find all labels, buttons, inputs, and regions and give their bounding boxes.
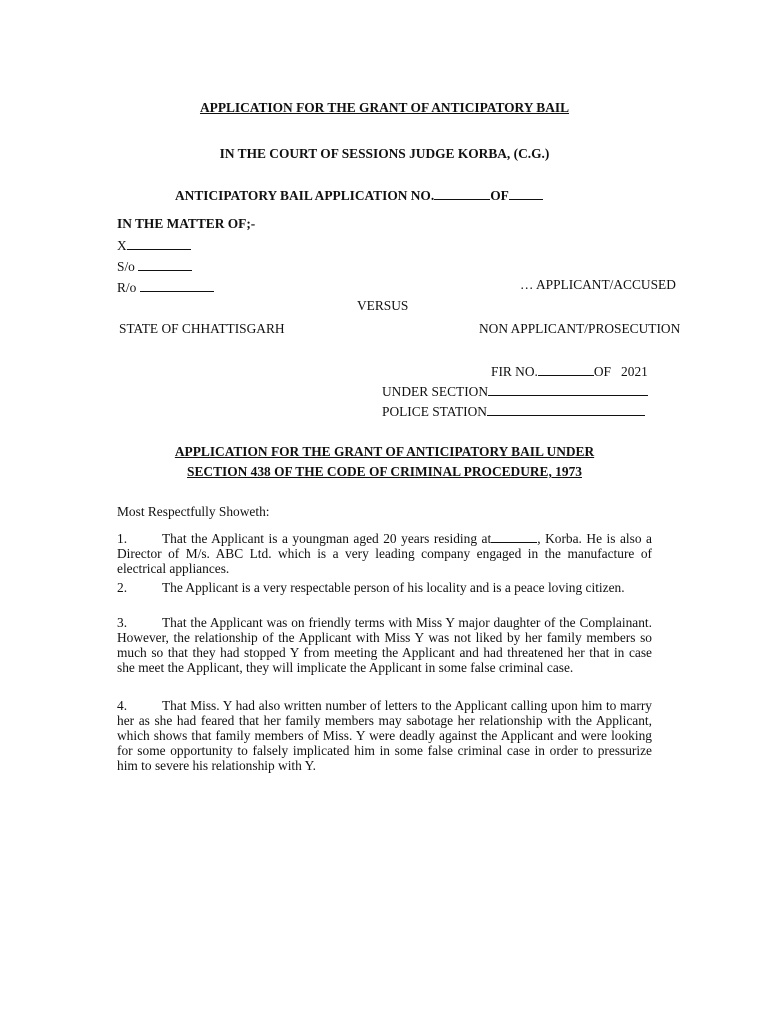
paragraph-text: The Applicant is a very respectable person of his locality and is a peace loving citizen. (162, 580, 625, 595)
paragraph-number: 3. (117, 615, 128, 630)
paragraph-text: That Miss. Y had also written number of letters to the Applicant calling upon him to marry her as she had feared that her family members may sabotage her relationship with the Applicant, which shows that family members of Miss. Y were deadly against the Applicant and were looking for some opportunity to falsely implicated him in some false criminal case in order to pressurize him to severe his relationship with Y. (117, 698, 652, 773)
residence-blank (491, 530, 537, 543)
paragraph-text: , Korba. He is also a Director of M/s. ABC Ltd. which is a very leading company engaged in the manufacture of electrical appliances. (117, 531, 652, 576)
matter-heading: IN THE MATTER OF;- (117, 216, 256, 231)
fir-year: 2021 (621, 364, 648, 379)
son-of-blank (138, 258, 192, 271)
paragraph-1 (117, 530, 652, 576)
applicant-name-line (117, 237, 191, 252)
police-station-label: POLICE STATION (382, 404, 487, 419)
subject-line-1: APPLICATION FOR THE GRANT OF ANTICIPATORY BAIL UNDER (174, 444, 595, 459)
application-number-label: ANTICIPATORY BAIL APPLICATION NO. (175, 188, 435, 203)
fir-number-line (491, 363, 648, 378)
fir-number-label: FIR NO. (491, 364, 538, 379)
fir-number-blank (538, 363, 594, 376)
paragraph-number: 1. (117, 531, 128, 546)
paragraph-4 (117, 698, 652, 773)
application-of-label: OF (490, 188, 509, 203)
paragraph-2 (117, 580, 652, 595)
paragraph-number: 4. (117, 698, 128, 713)
applicant-name-label: X (117, 238, 127, 253)
court-heading: IN THE COURT OF SESSIONS JUDGE KORBA, (C.G.) (219, 146, 550, 161)
son-of-label: S/o (117, 259, 135, 274)
resident-of-label: R/o (117, 280, 137, 295)
fir-of-label: OF (593, 364, 611, 379)
respondent-role: NON APPLICANT/PROSECUTION (479, 321, 681, 336)
document-title: APPLICATION FOR THE GRANT OF ANTICIPATORY BAIL (199, 100, 570, 115)
under-section-line (382, 383, 648, 398)
resident-of-blank (140, 279, 214, 292)
paragraph-text: That the Applicant is a youngman aged 20 years residing at (162, 531, 492, 546)
police-station-blank (487, 403, 645, 416)
applicant-name-blank (127, 237, 191, 250)
under-section-blank (488, 383, 648, 396)
versus-label: VERSUS (357, 298, 409, 313)
applicant-father-line (117, 258, 192, 273)
respondent-name: STATE OF CHHATTISGARH (119, 321, 285, 336)
applicant-role: … APPLICANT/ACCUSED (520, 277, 676, 292)
paragraph-text: That the Applicant was on friendly terms with Miss Y major daughter of the Complainant. However, the relationship of the Applicant with Miss Y was not liked by her family members so much so that they had stopped Y from meeting the Applicant and had threatened her that in case she meet the Applicant, they will implicate the Applicant in some false criminal case. (117, 615, 652, 675)
application-number-blank (434, 187, 490, 200)
under-section-label: UNDER SECTION (382, 384, 489, 399)
paragraph-number: 2. (117, 580, 128, 595)
paragraph-3 (117, 615, 652, 675)
police-station-line (382, 403, 645, 418)
application-year-blank (509, 187, 543, 200)
applicant-residence-line (117, 279, 214, 294)
application-number-line (175, 187, 543, 202)
salutation: Most Respectfully Showeth: (117, 504, 270, 519)
subject-line-2: SECTION 438 OF THE CODE OF CRIMINAL PROCEDURE, 1973 (187, 464, 582, 479)
